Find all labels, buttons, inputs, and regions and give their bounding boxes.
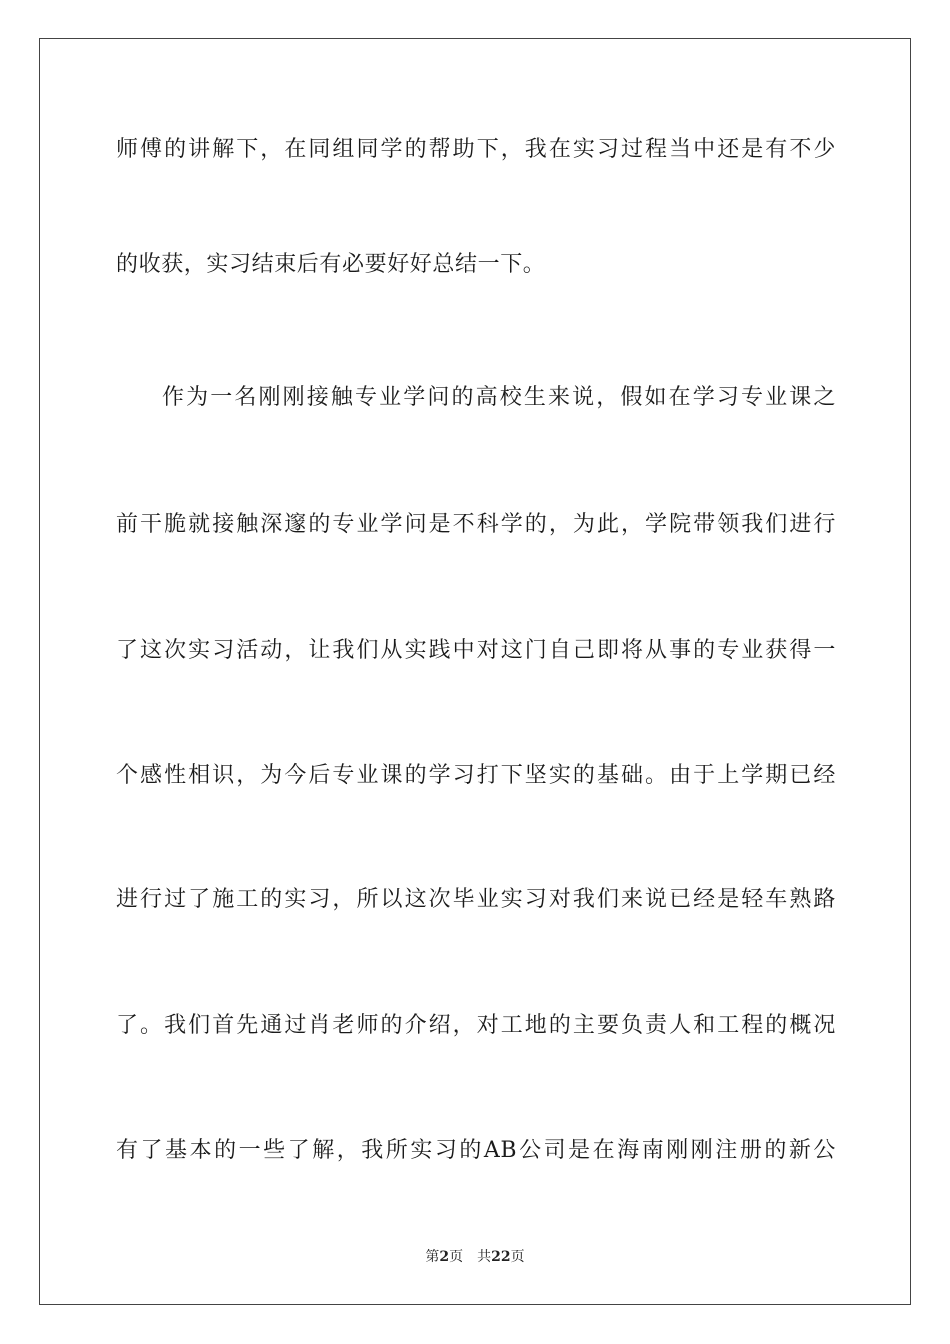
paragraph-line: 了。我们首先通过肖老师的介绍，对工地的主要负责人和工程的概况 xyxy=(116,1013,836,1038)
paragraph-line: 师傅的讲解下，在同组同学的帮助下，我在实习过程当中还是有不少 xyxy=(116,137,836,162)
page-border xyxy=(39,38,911,1305)
paragraph-line: 有了基本的一些了解，我所实习的AB公司是在海南刚刚注册的新公 xyxy=(116,1138,836,1163)
paragraph-line: 个感性相识，为今后专业课的学习打下坚实的基础。由于上学期已经 xyxy=(116,763,836,788)
page-number: 2 xyxy=(439,1249,450,1265)
paragraph-line: 了这次实习活动，让我们从实践中对这门自己即将从事的专业获得一 xyxy=(116,638,836,663)
paragraph-line: 进行过了施工的实习，所以这次毕业实习对我们来说已经是轻车熟路 xyxy=(116,887,836,912)
total-suffix: 页 xyxy=(510,1249,525,1265)
paragraph-line: 作为一名刚刚接触专业学问的高校生来说，假如在学习专业课之 xyxy=(162,385,836,410)
page-suffix: 页 xyxy=(449,1249,464,1265)
page-footer xyxy=(0,1247,950,1267)
paragraph-line: 的收获，实习结束后有必要好好总结一下。 xyxy=(116,252,546,277)
page-prefix: 第 xyxy=(425,1249,440,1265)
total-pages: 22 xyxy=(491,1249,511,1265)
total-prefix: 共 xyxy=(477,1249,492,1265)
paragraph-line: 前干脆就接触深邃的专业学问是不科学的，为此，学院带领我们进行 xyxy=(116,512,836,537)
